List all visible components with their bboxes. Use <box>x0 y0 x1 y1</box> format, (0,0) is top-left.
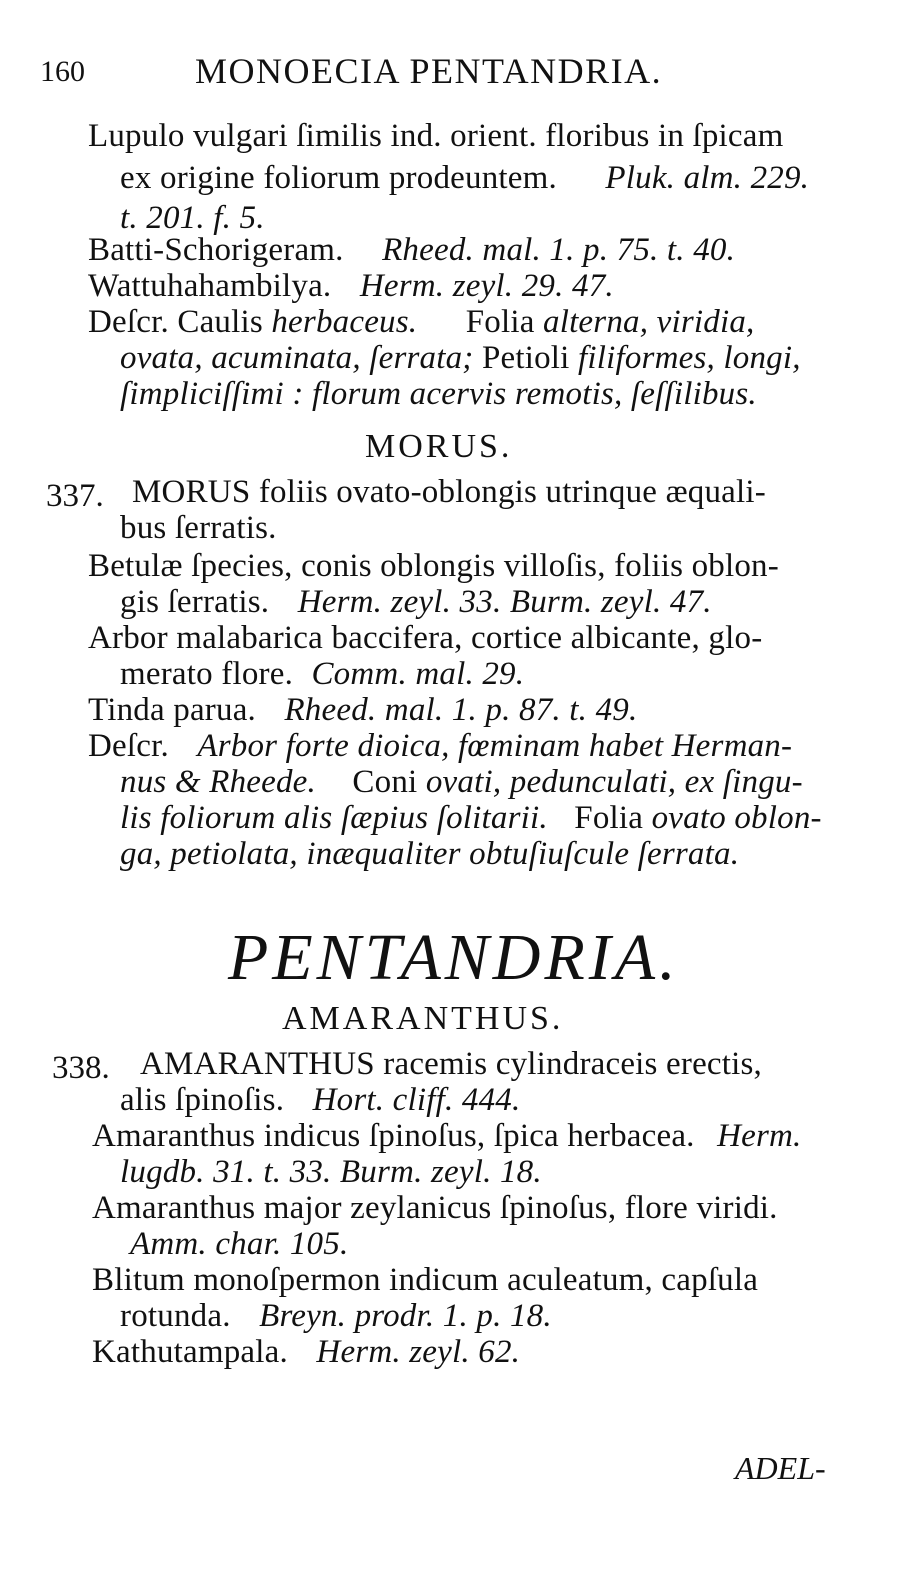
text-line: merato flore. Comm. mal. 29. <box>120 656 525 692</box>
text-line: Deſcr. Arbor forte dioica, fœminam habet Herman- <box>88 728 793 764</box>
text-line: ex origine foliorum prodeuntem. Pluk. alm. 229. <box>120 160 810 196</box>
species-number: 338. <box>52 1050 110 1086</box>
page-number: 160 <box>40 55 85 88</box>
genus-heading-morus: MORUS. <box>365 428 513 465</box>
text-line: Betulæ ſpecies, conis oblongis villoſis, foliis oblon- <box>88 548 779 584</box>
text-line: Kathutampala. Herm. zeyl. 62. <box>92 1334 521 1370</box>
text-line: alis ſpinoſis. Hort. cliff. 444. <box>120 1082 521 1118</box>
species-number: 337. <box>46 478 104 514</box>
text-line: Amm. char. 105. <box>130 1226 349 1262</box>
text-line: Amaranthus major zeylanicus ſpinoſus, flore viridi. <box>92 1190 778 1226</box>
text-line: Amaranthus indicus ſpinoſus, ſpica herbacea. Herm. <box>92 1118 802 1154</box>
class-heading-pentandria: PENTANDRIA. <box>228 921 680 994</box>
text-line: Wattuhahambilya. Herm. zeyl. 29. 47. <box>88 268 614 304</box>
text-line: bus ſerratis. <box>120 510 277 546</box>
text-line: Deſcr. Caulis herbaceus. Folia alterna, viridia, <box>88 304 755 340</box>
running-title: MONOECIA PENTANDRIA. <box>195 51 663 91</box>
text-line: ovata, acuminata, ſerrata; Petioli filiformes, longi, <box>120 340 801 376</box>
text-line: ga, petiolata, inæqualiter obtuſiuſcule ſerrata. <box>120 836 740 872</box>
text-line: ſimpliciſſimi : florum acervis remotis, ſeſſilibus. <box>120 376 757 412</box>
text-line: gis ſerratis. Herm. zeyl. 33. Burm. zeyl. 47. <box>120 584 712 620</box>
text-line: MORUS foliis ovato-oblongis utrinque æquali- <box>132 474 766 510</box>
text-line: nus & Rheede. Coni ovati, pedunculati, ex ſingu- <box>120 764 803 800</box>
text-line: AMARANTHUS racemis cylindraceis erectis, <box>140 1046 762 1082</box>
text-line: t. 201. f. 5. <box>120 200 265 236</box>
text-line: Batti-Schorigeram. Rheed. mal. 1. p. 75. t. 40. <box>88 232 736 268</box>
text-line: lugdb. 31. t. 33. Burm. zeyl. 18. <box>120 1154 542 1190</box>
text-line: Arbor malabarica baccifera, cortice albicante, glo- <box>88 620 763 656</box>
text-line: Lupulo vulgari ſimilis ind. orient. floribus in ſpicam <box>88 118 784 154</box>
text-line: Tinda parua. Rheed. mal. 1. p. 87. t. 49. <box>88 692 638 728</box>
catchword: ADEL- <box>735 1450 826 1486</box>
genus-heading-amaranthus: AMARANTHUS. <box>282 1000 564 1037</box>
text-line: lis foliorum alis ſæpius ſolitarii. Folia ovato oblon- <box>120 800 822 836</box>
text-line: rotunda. Breyn. prodr. 1. p. 18. <box>120 1298 552 1334</box>
text-line: Blitum monoſpermon indicum aculeatum, capſula <box>92 1262 759 1298</box>
